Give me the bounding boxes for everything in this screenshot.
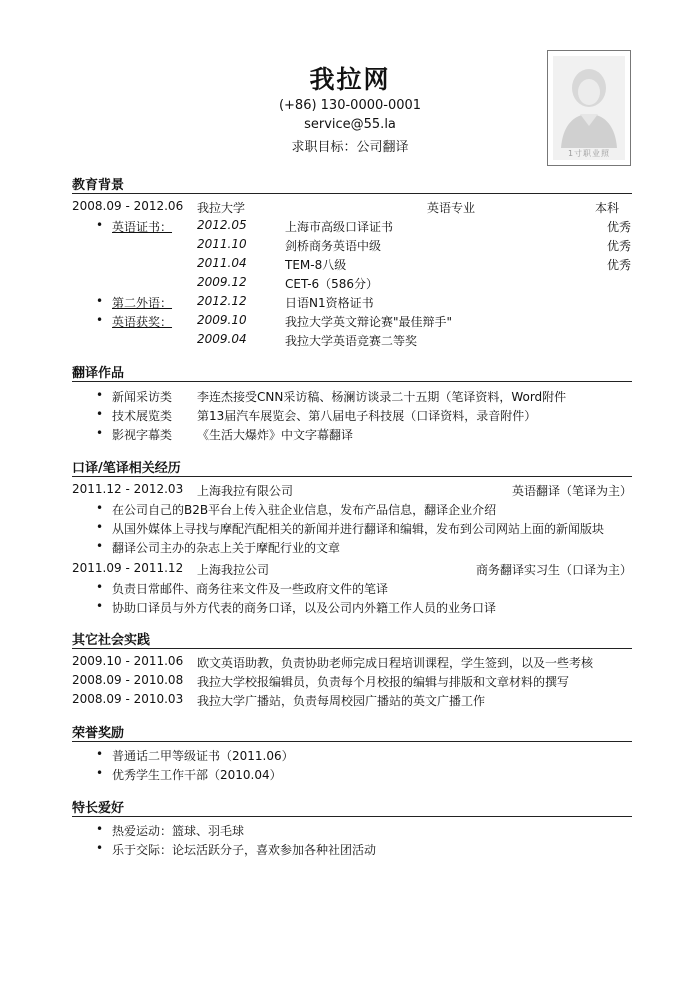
section-title-practice: 其它社会实践 bbox=[72, 633, 151, 648]
cert-name: 剑桥商务英语中级 bbox=[285, 239, 382, 253]
cert-date: 2011.10 bbox=[197, 237, 247, 251]
cert-name: CET-6（586分） bbox=[285, 277, 379, 291]
cert-label: • 英语证书： bbox=[112, 218, 172, 235]
practice-period: 2008.09 - 2010.03 bbox=[72, 692, 184, 706]
section-title-experience: 口译/笔译相关经历 bbox=[72, 461, 181, 476]
section-divider bbox=[72, 476, 632, 477]
section-divider bbox=[72, 193, 632, 194]
cert-date: 2012.05 bbox=[197, 218, 247, 232]
cert-date: 2009.12 bbox=[197, 275, 247, 289]
second-language-date: 2012.12 bbox=[197, 294, 247, 308]
job-company: 上海我拉公司 bbox=[197, 563, 270, 577]
section-title-works: 翻译作品 bbox=[72, 366, 125, 381]
job-duty: • 协助口译员与外方代表的商务口译，以及公司内外籍工作人员的业务口译 bbox=[112, 599, 496, 616]
section-divider bbox=[72, 648, 632, 649]
work-category: • 新闻采访类 bbox=[112, 388, 172, 405]
cert-grade: 优秀 bbox=[607, 239, 632, 253]
section-title-honors: 荣誉奖励 bbox=[72, 726, 125, 741]
honor-item: • 普通话二甲等级证书（2011.06） bbox=[112, 747, 294, 764]
job-role: 商务翻译实习生（口译为主） bbox=[475, 563, 632, 577]
english-awards-label: • 英语获奖： bbox=[112, 313, 172, 330]
job-duty: • 翻译公司主办的杂志上关于摩配行业的文章 bbox=[112, 539, 340, 556]
work-category: • 影视字幕类 bbox=[112, 426, 172, 443]
award-date: 2009.04 bbox=[197, 332, 247, 346]
practice-description: 我拉大学广播站，负责每周校园广播站的英文广播工作 bbox=[197, 694, 486, 708]
job-period: 2011.09 - 2011.12 bbox=[72, 561, 184, 575]
job-role: 英语翻译（笔译为主） bbox=[511, 484, 632, 498]
avatar-silhouette-icon bbox=[553, 56, 625, 160]
major: 英语专业 bbox=[427, 201, 476, 215]
award-name: 我拉大学英文辩论赛"最佳辩手" bbox=[285, 315, 453, 329]
cert-date: 2011.04 bbox=[197, 256, 247, 270]
hobby-item: • 热爱运动：篮球、羽毛球 bbox=[112, 822, 244, 839]
job-company: 上海我拉有限公司 bbox=[197, 484, 294, 498]
email: service@55.la bbox=[304, 117, 396, 132]
job-duty: • 负责日常邮件、商务往来文件及一些政府文件的笔译 bbox=[112, 580, 388, 597]
cert-name: 上海市高级口译证书 bbox=[285, 220, 394, 234]
practice-period: 2008.09 - 2010.08 bbox=[72, 673, 184, 687]
section-title-hobbies: 特长爱好 bbox=[72, 801, 125, 816]
phone: (+86) 130-0000-0001 bbox=[278, 98, 422, 113]
second-language-cert: 日语N1资格证书 bbox=[285, 296, 374, 310]
work-description: 李连杰接受CNN采访稿、杨澜访谈录二十五期（笔译资料，Word附件 bbox=[197, 390, 567, 404]
work-description: 第13届汽车展览会、第八届电子科技展（口译资料，录音附件） bbox=[197, 409, 537, 423]
cert-grade: 优秀 bbox=[607, 220, 632, 234]
section-divider bbox=[72, 816, 632, 817]
cert-grade: 优秀 bbox=[607, 258, 632, 272]
job-duty: • 在公司自己的B2B平台上传入驻企业信息，发布产品信息，翻译企业介绍 bbox=[112, 501, 496, 518]
job-period: 2011.12 - 2012.03 bbox=[72, 482, 184, 496]
school-name: 我拉大学 bbox=[197, 201, 246, 215]
education-period: 2008.09 - 2012.06 bbox=[72, 199, 184, 213]
second-language-label: • 第二外语： bbox=[112, 294, 172, 311]
section-title-education: 教育背景 bbox=[72, 178, 125, 193]
candidate-name: 我拉网 bbox=[309, 65, 391, 94]
practice-period: 2009.10 - 2011.06 bbox=[72, 654, 184, 668]
photo-caption: 1寸职业照 bbox=[567, 149, 611, 158]
job-duty: • 从国外媒体上寻找与摩配汽配相关的新闻并进行翻译和编辑，发布到公司网站上面的新闻版块 bbox=[112, 520, 604, 537]
section-divider bbox=[72, 741, 632, 742]
hobby-item: • 乐于交际：论坛活跃分子，喜欢参加各种社团活动 bbox=[112, 841, 376, 858]
award-name: 我拉大学英语竞赛二等奖 bbox=[285, 334, 418, 348]
practice-description: 我拉大学校报编辑员，负责每个月校报的编辑与排版和文章材料的撰写 bbox=[197, 675, 570, 689]
honor-item: • 优秀学生工作干部（2010.04） bbox=[112, 766, 282, 783]
practice-description: 欧文英语助教，负责协助老师完成日程培训课程，学生签到，以及一些考核 bbox=[197, 656, 594, 670]
cert-name: TEM-8八级 bbox=[285, 258, 347, 272]
award-date: 2009.10 bbox=[197, 313, 247, 327]
work-category: • 技术展览类 bbox=[112, 407, 172, 424]
section-divider bbox=[72, 381, 632, 382]
work-description: 《生活大爆炸》中文字幕翻译 bbox=[197, 428, 354, 442]
profile-photo-placeholder bbox=[547, 50, 631, 166]
degree: 本科 bbox=[595, 201, 620, 215]
job-objective: 求职目标：公司翻译 bbox=[291, 140, 409, 155]
